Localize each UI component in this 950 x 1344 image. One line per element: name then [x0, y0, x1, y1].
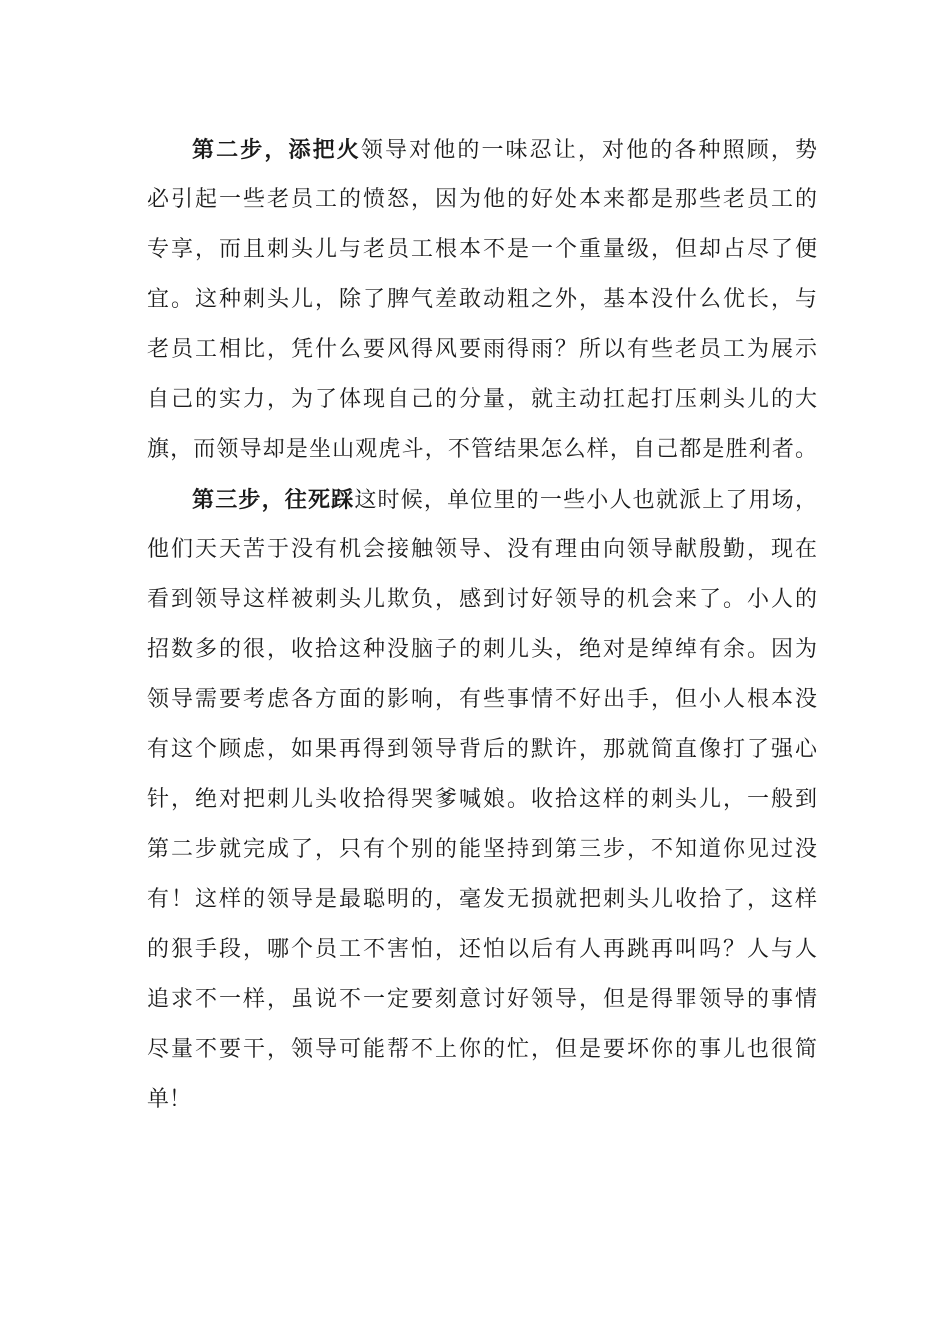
paragraph-1-line-3: 专享，而且刺头儿与老员工根本不是一个重量级，但却占尽了便	[147, 237, 817, 262]
paragraph-2-line-1	[192, 485, 817, 515]
paragraph-1-line-1-text: 领导对他的一味忍让，对他的各种照顾，势	[360, 138, 817, 163]
paragraph-2-line-1-text: 这时候，单位里的一些小人也就派上了用场，	[354, 488, 817, 513]
paragraph-2-line-5: 领导需要考虑各方面的影响，有些事情不好出手，但小人根本没	[147, 687, 817, 712]
paragraph-2-line-11: 追求不一样，虽说不一定要刻意讨好领导，但是得罪领导的事情	[147, 987, 817, 1012]
paragraph-1-line-2: 必引起一些老员工的愤怒，因为他的好处本来都是那些老员工的	[147, 187, 817, 212]
paragraph-1-line-7: 旗，而领导却是坐山观虎斗，不管结果怎么样，自己都是胜利者。	[147, 437, 817, 462]
paragraph-1-line-6: 自己的实力，为了体现自己的分量，就主动扛起打压刺头儿的大	[147, 387, 817, 412]
paragraph-2-line-10: 的狠手段，哪个员工不害怕，还怕以后有人再跳再叫吗？人与人	[147, 937, 817, 962]
paragraph-2-line-13: 单！	[147, 1087, 192, 1112]
paragraph-2-line-4: 招数多的很，收拾这种没脑子的刺儿头，绝对是绰绰有余。因为	[147, 637, 817, 662]
paragraph-1-line-4: 宜。这种刺头儿，除了脾气差敢动粗之外，基本没什么优长，与	[147, 287, 817, 312]
paragraph-1-heading: 第二步，添把火	[192, 137, 361, 163]
paragraph-2-heading: 第三步，往死踩	[192, 487, 355, 513]
paragraph-2-line-3: 看到领导这样被刺头儿欺负，感到讨好领导的机会来了。小人的	[147, 587, 817, 612]
paragraph-2-line-6: 有这个顾虑，如果再得到领导背后的默许，那就简直像打了强心	[147, 737, 817, 762]
paragraph-1-line-1	[192, 135, 817, 165]
paragraph-2-line-7: 针，绝对把刺儿头收拾得哭爹喊娘。收拾这样的刺头儿，一般到	[147, 787, 817, 812]
paragraph-2-line-8: 第二步就完成了，只有个别的能坚持到第三步，不知道你见过没	[147, 837, 817, 862]
paragraph-2-line-12: 尽量不要干，领导可能帮不上你的忙，但是要坏你的事儿也很简	[147, 1037, 817, 1062]
paragraph-1-line-5: 老员工相比，凭什么要风得风要雨得雨？所以有些老员工为展示	[147, 337, 817, 362]
paragraph-2-line-2: 他们天天苦于没有机会接触领导、没有理由向领导献殷勤，现在	[147, 537, 817, 562]
paragraph-2-line-9: 有！这样的领导是最聪明的，毫发无损就把刺头儿收拾了，这样	[147, 887, 817, 912]
